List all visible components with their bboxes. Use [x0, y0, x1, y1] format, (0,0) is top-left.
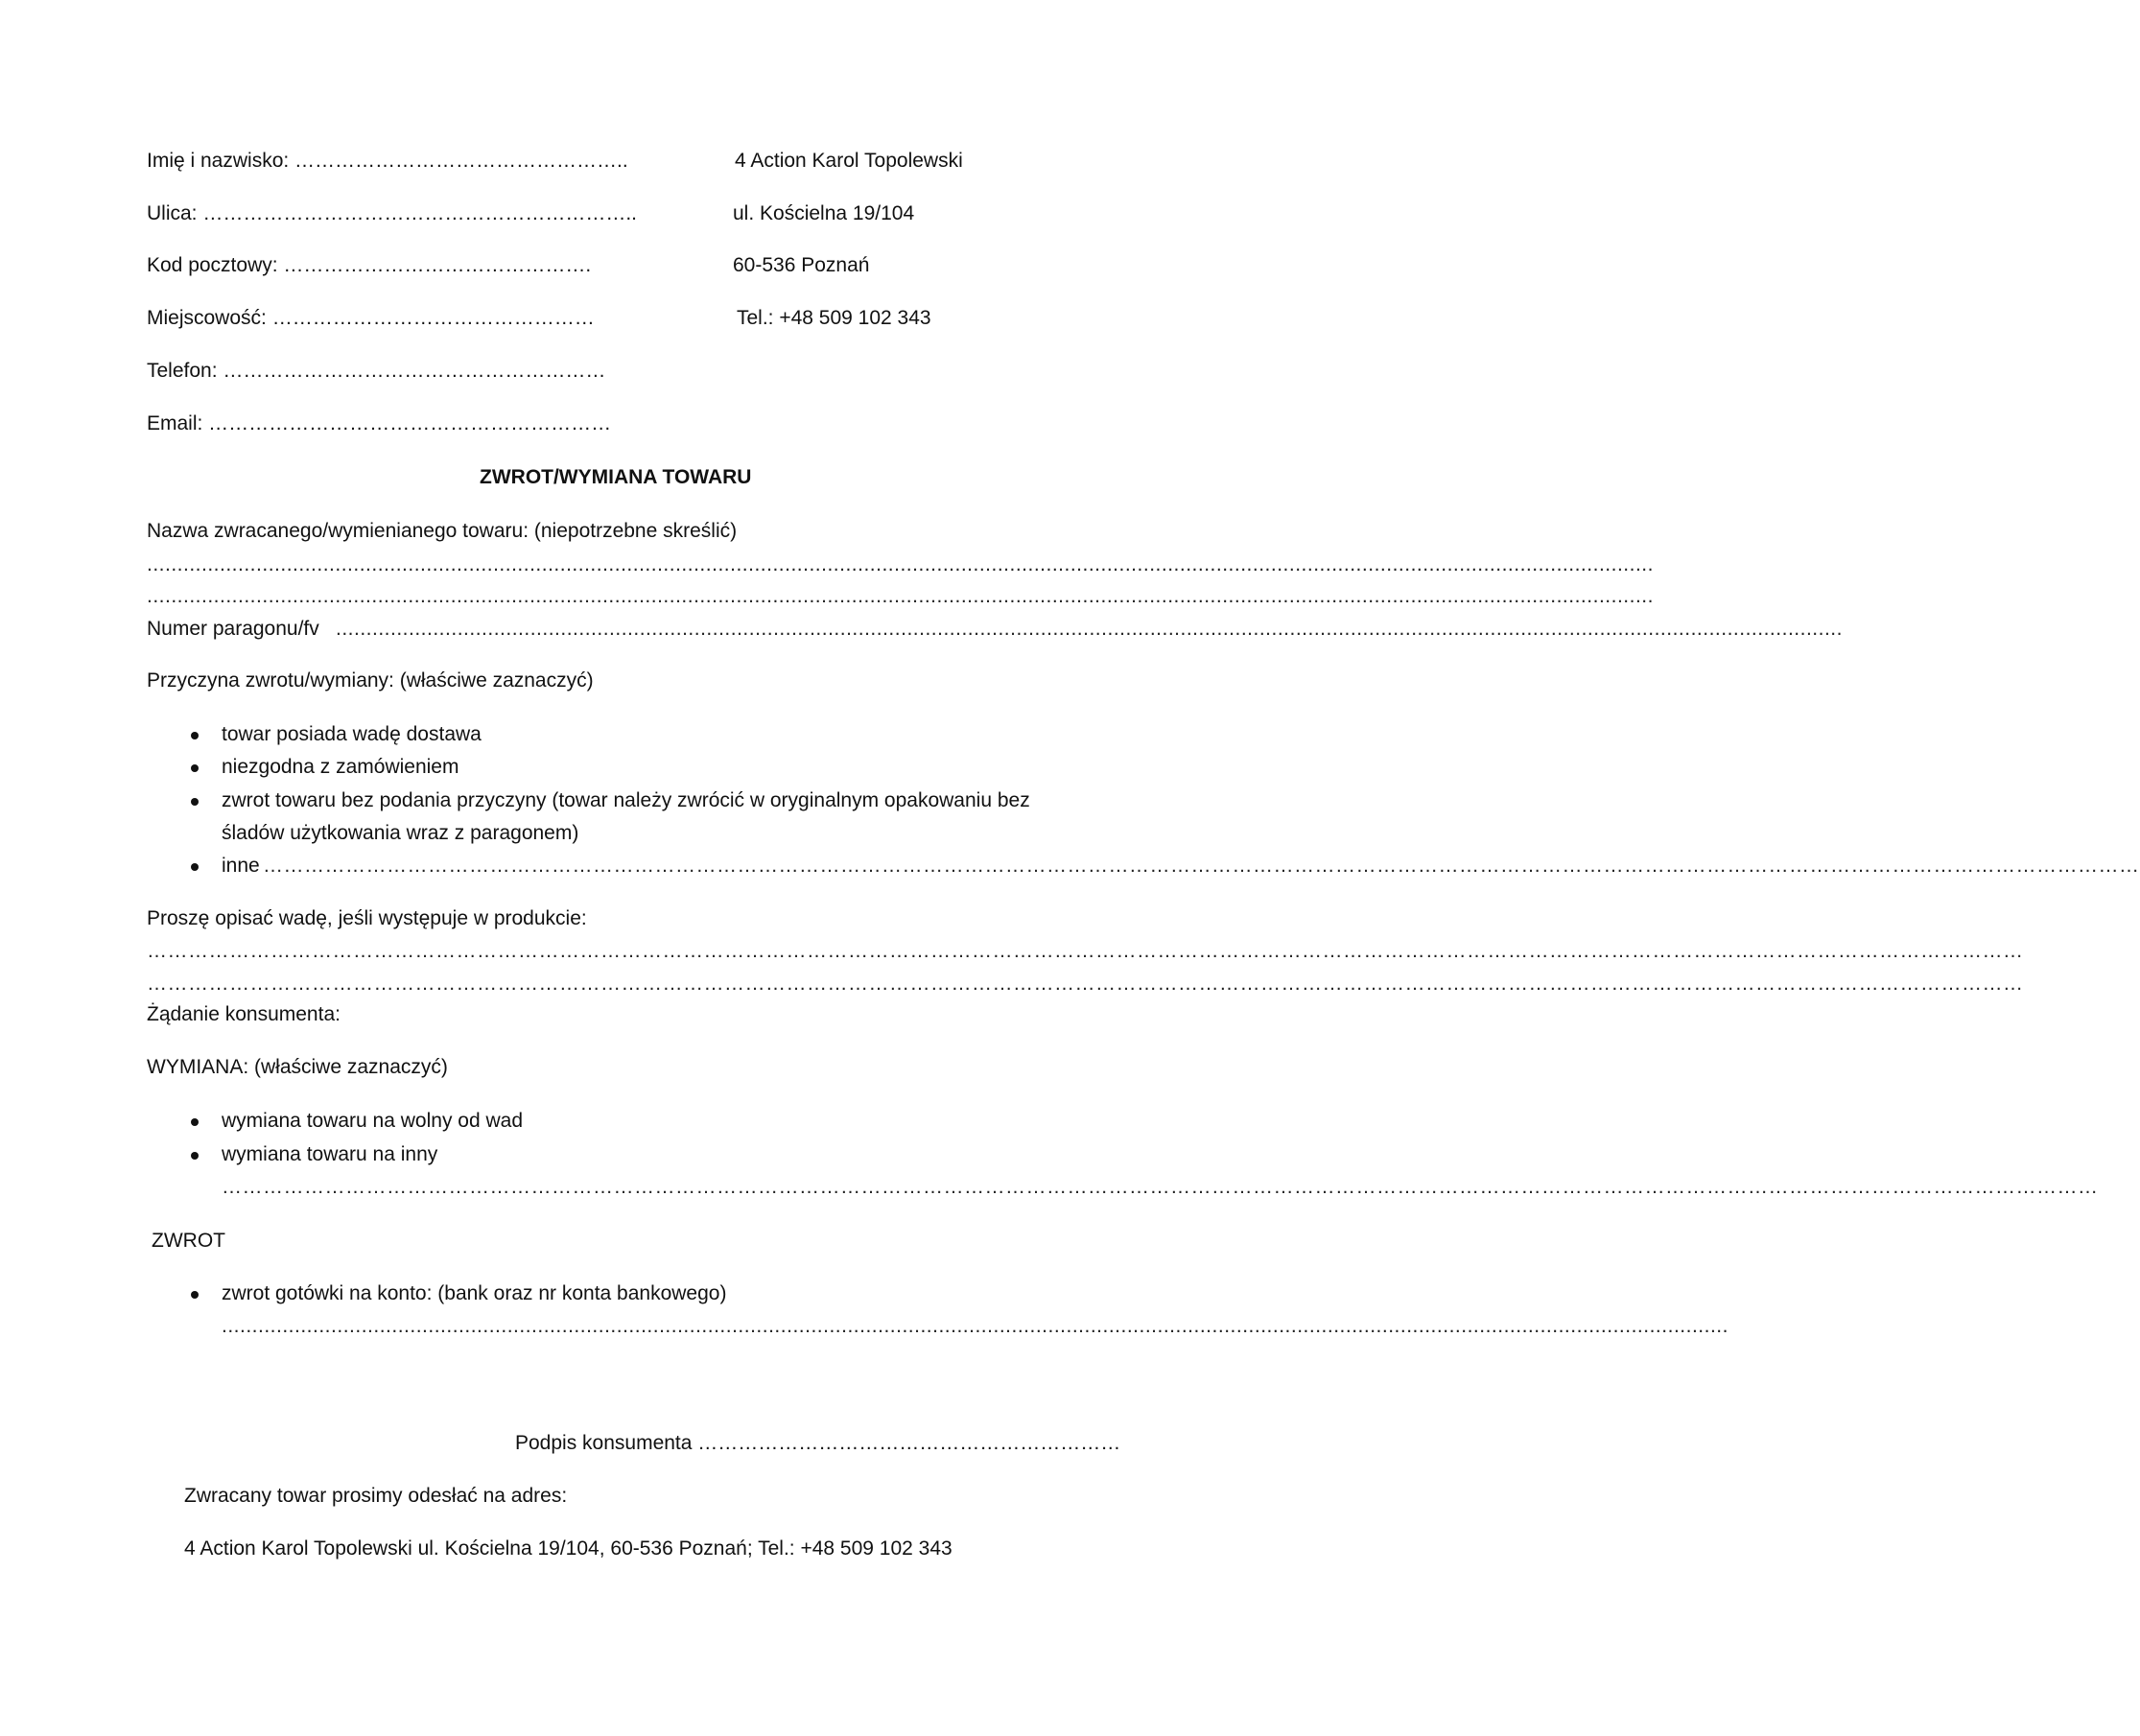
reason-option-other[interactable]: inne [222, 855, 260, 877]
bullet-icon [191, 764, 199, 772]
phone-field[interactable]: Telefon: ………………………………………………… [147, 360, 606, 382]
bullet-icon [191, 732, 199, 739]
bullet-icon [191, 798, 199, 806]
reason-other-line[interactable]: ………………………………………………………………………………………………………………………………………………………………………………………………………………………………………………… [263, 855, 2140, 877]
bullet-icon [191, 1152, 199, 1160]
city-field[interactable]: Miejscowość: ………………………………………… [147, 307, 595, 329]
exchange-other-product-line[interactable]: ………………………………………………………………………………………………………………………………………………………………………………………………………………………………………………… [222, 1176, 2099, 1198]
reason-option-no-reason[interactable]: zwrot towaru bez podania przyczyny (towar należy zwrócić w oryginalnym opakowaniu bez [222, 789, 1030, 811]
bullet-icon [191, 863, 199, 871]
street-field[interactable]: Ulica: ……………………………………………………….. [147, 202, 638, 224]
reason-option-mismatch[interactable]: niezgodna z zamówieniem [222, 756, 459, 778]
bank-account-line[interactable]: ........................................................................................................................................................................................................................................................ [222, 1315, 1728, 1337]
defect-description-line-2[interactable]: ………………………………………………………………………………………………………………………………………………………………………………………………………………………………………………… [147, 973, 2024, 995]
product-name-label: Nazwa zwracanego/wymienianego towaru: (niepotrzebne skreślić) [147, 520, 738, 542]
send-to-label: Zwracany towar prosimy odesłać na adres: [184, 1485, 568, 1507]
consumer-signature-field[interactable]: Podpis konsumenta ……………………………………………………… [515, 1432, 1121, 1454]
return-address: 4 Action Karol Topolewski ul. Kościelna 19/104, 60-536 Poznań; Tel.: +48 509 102 343 [184, 1537, 952, 1560]
document-title: ZWROT/WYMIANA TOWARU [480, 466, 752, 488]
email-field[interactable]: Email: …………………………………………………… [147, 412, 612, 434]
reason-option-defect[interactable]: towar posiada wadę dostawa [222, 723, 482, 745]
defect-description-line-1[interactable]: ………………………………………………………………………………………………………………………………………………………………………………………………………………………………………………… [147, 940, 2024, 962]
postal-code-field[interactable]: Kod pocztowy: ………………………………………. [147, 254, 592, 276]
company-phone: Tel.: +48 509 102 343 [737, 307, 931, 329]
exchange-option-defect-free[interactable]: wymiana towaru na wolny od wad [222, 1110, 523, 1132]
receipt-number-line[interactable]: ........................................................................................................................................................................................................................................................ [336, 618, 1843, 640]
bullet-icon [191, 1291, 199, 1299]
bullet-icon [191, 1118, 199, 1126]
reason-option-no-reason-continued: śladów użytkowania wraz z paragonem) [222, 822, 579, 844]
name-field[interactable]: Imię i nazwisko: ………………………………………….. [147, 150, 628, 172]
consumer-demand-label: Żądanie konsumenta: [147, 1003, 341, 1025]
refund-label: ZWROT [152, 1230, 225, 1252]
defect-description-label: Proszę opisać wadę, jeśli występuje w produkcie: [147, 907, 587, 929]
company-name: 4 Action Karol Topolewski [735, 150, 963, 172]
refund-option-bank-transfer[interactable]: zwrot gotówki na konto: (bank oraz nr konta bankowego) [222, 1282, 727, 1304]
product-name-line-2[interactable]: ........................................................................................................................................................................................................................................................ [147, 585, 1654, 607]
reason-label: Przyczyna zwrotu/wymiany: (właściwe zaznaczyć) [147, 669, 594, 692]
exchange-label: WYMIANA: (właściwe zaznaczyć) [147, 1056, 448, 1078]
receipt-number-label: Numer paragonu/fv [147, 618, 319, 640]
company-city: 60-536 Poznań [733, 254, 870, 276]
exchange-option-other-product[interactable]: wymiana towaru na inny [222, 1143, 438, 1165]
company-street: ul. Kościelna 19/104 [733, 202, 915, 224]
product-name-line-1[interactable]: ........................................................................................................................................................................................................................................................ [147, 553, 1654, 575]
